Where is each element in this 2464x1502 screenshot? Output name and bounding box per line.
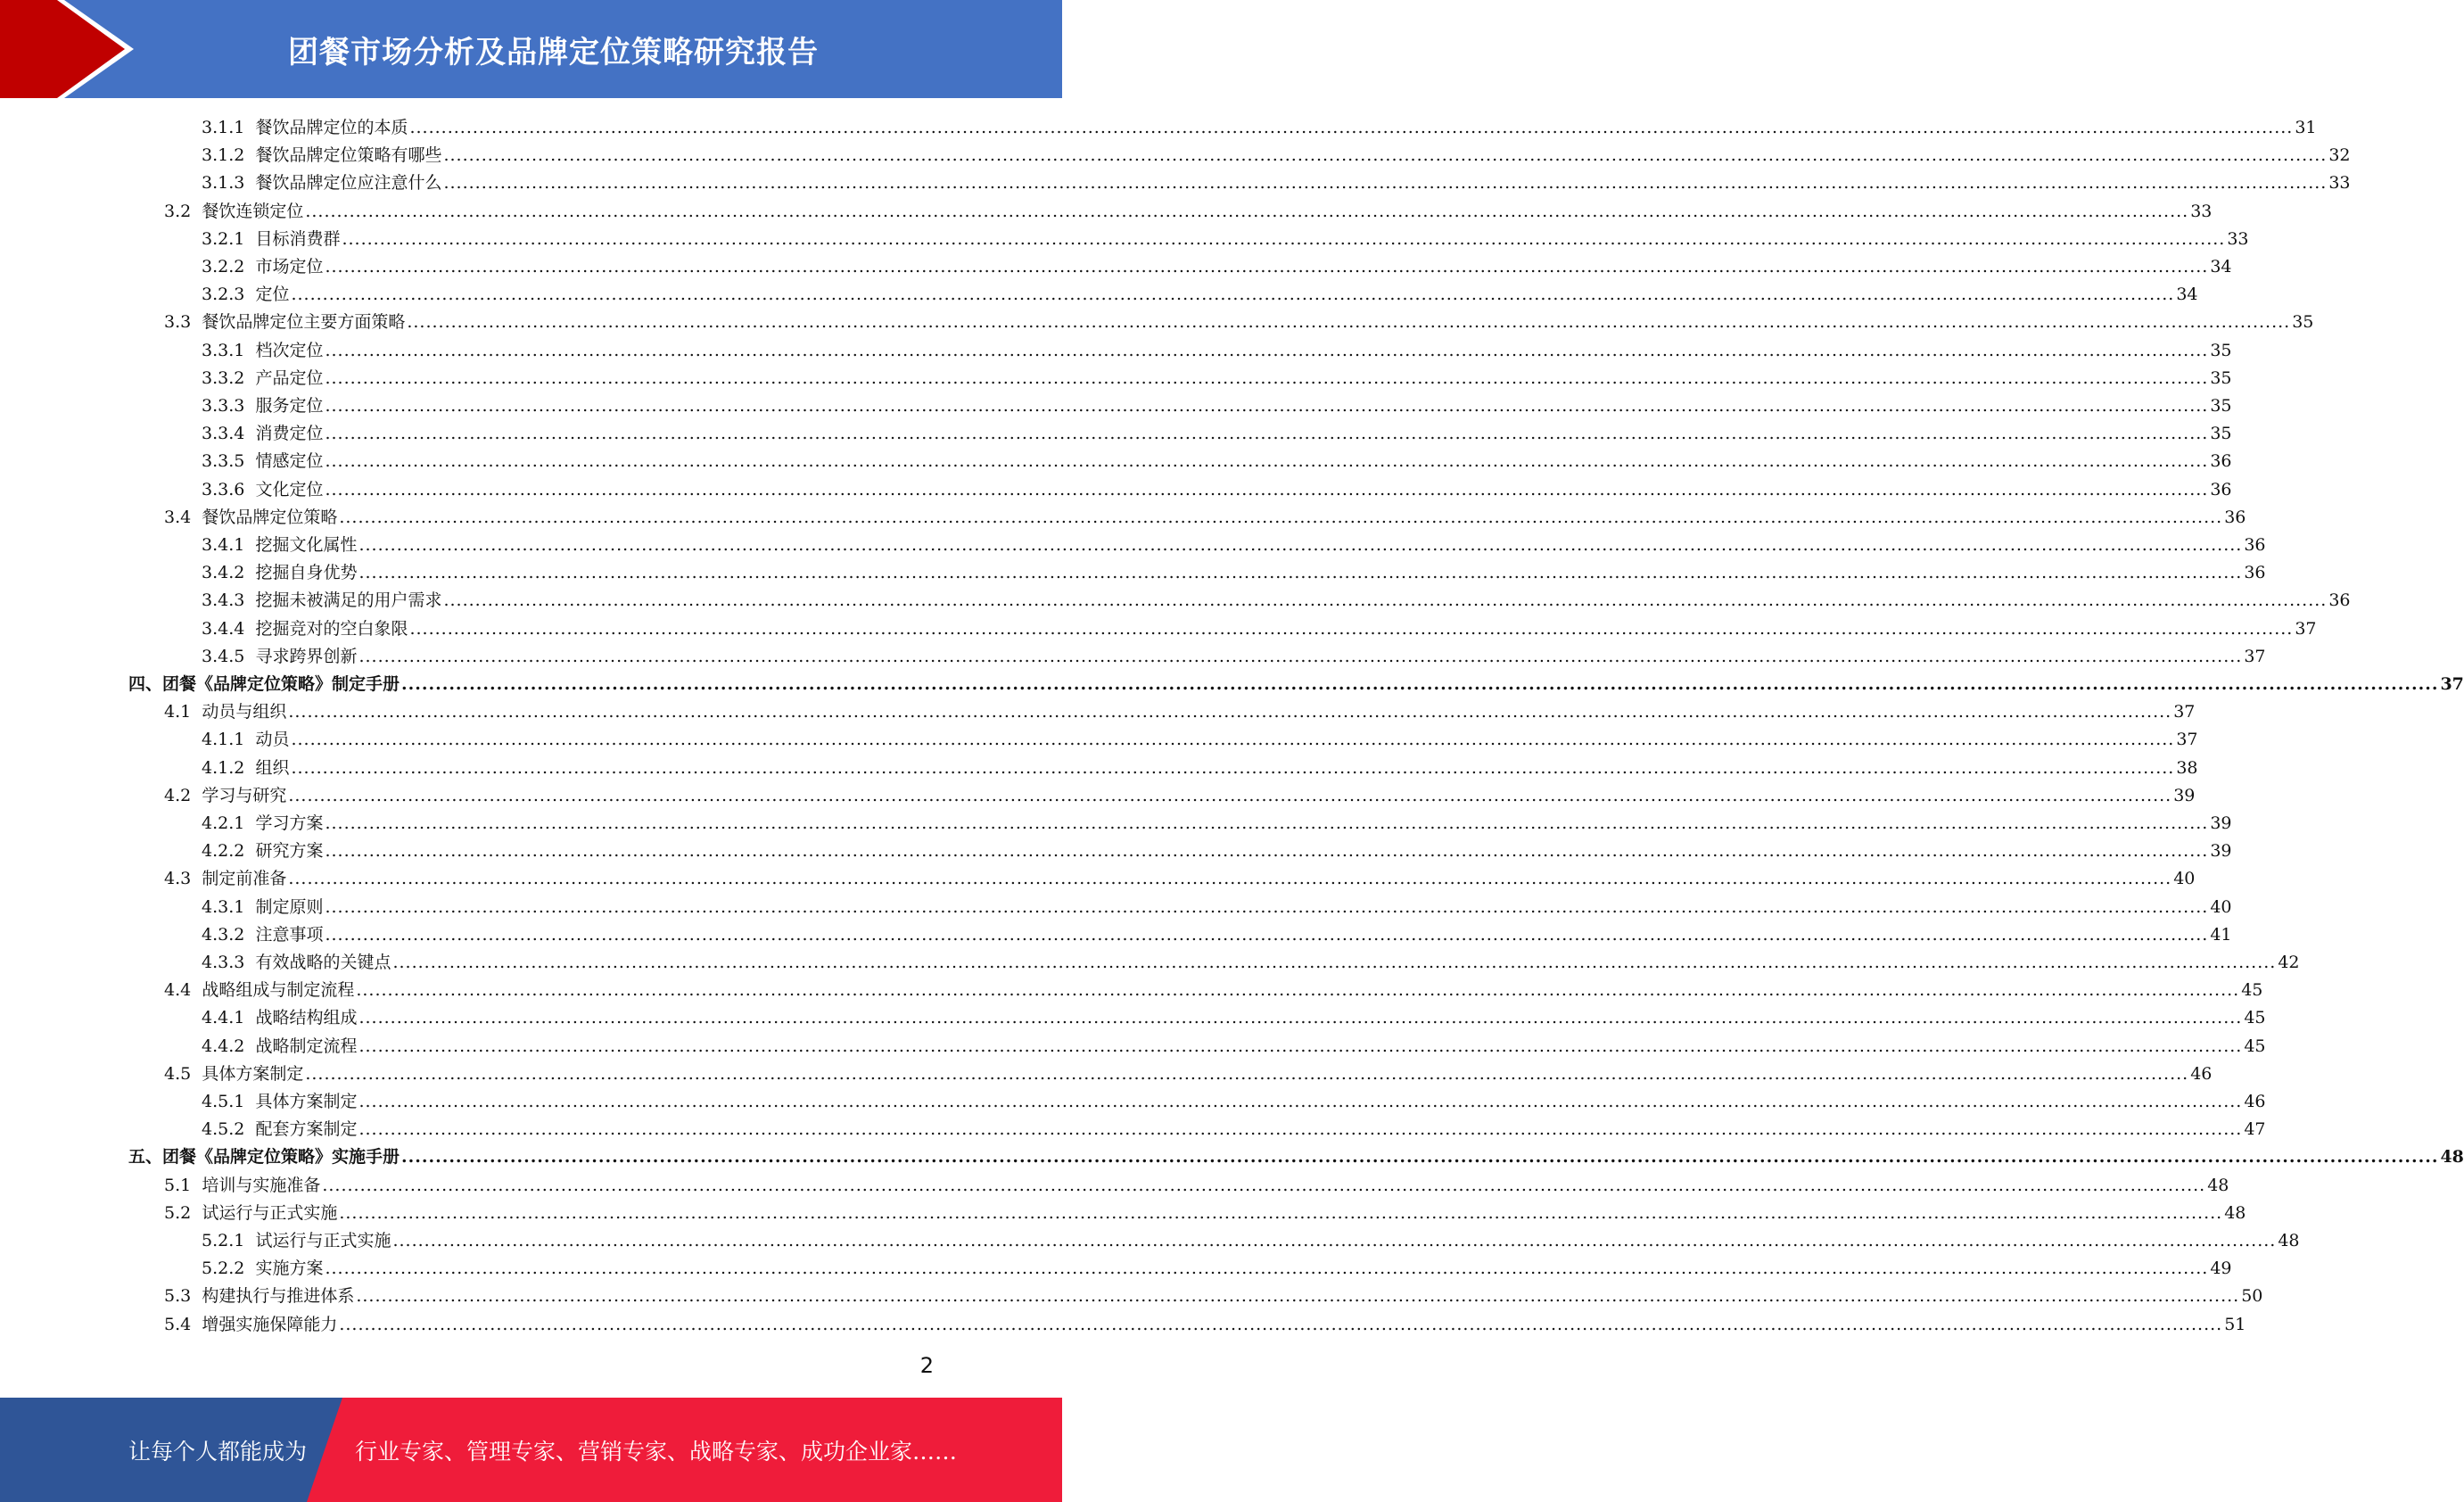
- toc-entry-number: 3.2.3: [202, 285, 245, 305]
- toc-entry-title: 培训与实施准备: [202, 1175, 321, 1195]
- toc-entry-page: 48: [2278, 1231, 2300, 1250]
- toc-leader-dots: ............................................................................................................................................................................................................................................................................................................: [288, 785, 2172, 805]
- toc-entry[interactable]: [202, 755, 2198, 781]
- toc-entry-page: 35: [2292, 312, 2314, 333]
- toc-entry-page: 39: [2210, 841, 2232, 862]
- toc-entry[interactable]: [202, 448, 2232, 475]
- toc-leader-dots: ............................................................................................................................................................................................................................................................................................................: [325, 367, 2209, 388]
- toc-entry-title: 战略制定流程: [255, 1036, 358, 1056]
- toc-entry-title: 产品定位: [255, 367, 324, 388]
- toc-leader-dots: ............................................................................................................................................................................................................................................................................................................: [325, 340, 2209, 360]
- toc-entry-page: 34: [2176, 285, 2198, 305]
- toc-leader-dots: ............................................................................................................................................................................................................................................................................................................: [358, 1008, 2243, 1028]
- toc-entry-number: 4.2.2: [202, 841, 245, 862]
- toc-entry-page: 34: [2210, 257, 2232, 276]
- toc-entry-page: 40: [2173, 869, 2196, 889]
- toc-leader-dots: ............................................................................................................................................................................................................................................................................................................: [339, 1202, 2223, 1223]
- toc-leader-dots: ............................................................................................................................................................................................................................................................................................................: [339, 507, 2223, 527]
- toc-entry[interactable]: [202, 281, 2198, 308]
- toc-leader-dots: ............................................................................................................................................................................................................................................................................................................: [339, 1314, 2223, 1334]
- toc-entry-title: 构建执行与推进体系: [202, 1286, 355, 1307]
- toc-entry[interactable]: [164, 504, 2246, 531]
- toc-entry-page: 45: [2244, 1008, 2266, 1028]
- toc-entry-page: 36: [2244, 535, 2266, 555]
- toc-entry-title: 餐饮品牌定位策略有哪些: [255, 145, 442, 166]
- toc-entry-number: 3.3.4: [202, 424, 245, 444]
- toc-entry-page: 35: [2210, 396, 2232, 416]
- toc-entry[interactable]: [202, 226, 2249, 252]
- toc-entry-number: 3.4.5: [202, 646, 245, 666]
- toc-entry-title: 餐饮品牌定位应注意什么: [255, 173, 442, 194]
- toc-entry[interactable]: [164, 1172, 2229, 1199]
- toc-leader-dots: ............................................................................................................................................................................................................................................................................................................: [392, 1231, 2277, 1250]
- toc-entry-page: 40: [2210, 896, 2232, 917]
- toc-leader-dots: ............................................................................................................................................................................................................................................................................................................: [325, 396, 2209, 416]
- toc-entry-title: 具体方案制定: [255, 1092, 358, 1111]
- toc-entry[interactable]: [202, 615, 2317, 642]
- toc-leader-dots: ............................................................................................................................................................................................................................................................................................................: [288, 869, 2172, 889]
- toc-entry-title: 试运行与正式实施: [255, 1231, 391, 1250]
- toc-leader-dots: ............................................................................................................................................................................................................................................................................................................: [288, 702, 2172, 722]
- toc-entry-number: 3.1.2: [202, 145, 245, 166]
- toc-entry-page: 36: [2224, 507, 2246, 527]
- toc-leader-dots: ............................................................................................................................................................................................................................................................................................................: [325, 451, 2209, 472]
- toc-entry-title: 挖掘竞对的空白象限: [255, 618, 408, 639]
- toc-entry-number: 4.4.1: [202, 1008, 245, 1028]
- page-header: [0, 0, 1062, 98]
- footer-slogan-right: 行业专家、管理专家、营销专家、战略专家、成功企业家……: [355, 1438, 958, 1465]
- toc-entry-number: 3.4.2: [202, 563, 245, 583]
- toc-entry-title: 战略结构组成: [255, 1008, 358, 1028]
- toc-entry-title: 消费定位: [255, 424, 324, 444]
- toc-entry-number: 3.4.4: [202, 618, 245, 639]
- header-arrow-icon: [0, 0, 143, 98]
- toc-entry-number: 5.2.1: [202, 1231, 245, 1250]
- toc-entry-page: 48: [2224, 1202, 2246, 1223]
- toc-entry-page: 36: [2210, 451, 2232, 472]
- toc-entry[interactable]: [202, 643, 2266, 670]
- toc-leader-dots: ............................................................................................................................................................................................................................................................................................................: [305, 1063, 2189, 1084]
- toc-entry-title: 制定原则: [255, 896, 324, 917]
- toc-entry-page: 45: [2244, 1036, 2266, 1056]
- toc-leader-dots: ............................................................................................................................................................................................................................................................................................................: [325, 896, 2209, 917]
- toc-entry-title: 餐饮品牌定位策略: [202, 507, 338, 527]
- toc-entry-number: 3.4.3: [202, 590, 245, 611]
- toc-leader-dots: ............................................................................................................................................................................................................................................................................................................: [358, 563, 2243, 583]
- toc-entry-page: 45: [2241, 980, 2263, 1001]
- toc-entry-title: 组织: [255, 757, 290, 778]
- toc-entry[interactable]: [202, 1088, 2266, 1115]
- toc-entry-number: 3.4: [164, 507, 192, 527]
- toc-entry-title: 服务定位: [255, 396, 324, 416]
- toc-entry[interactable]: [202, 726, 2198, 753]
- toc-leader-dots: ............................................................................................................................................................................................................................................................................................................: [358, 1092, 2243, 1111]
- toc-entry[interactable]: [202, 392, 2232, 419]
- toc-entry-page: 48: [2207, 1175, 2229, 1195]
- toc-entry-number: 3.3: [164, 312, 192, 333]
- toc-entry-page: 39: [2173, 785, 2196, 805]
- toc-entry-page: 42: [2278, 953, 2300, 972]
- toc-entry[interactable]: [164, 698, 2196, 725]
- toc-entry[interactable]: [202, 1255, 2232, 1282]
- toc-entry-page: 38: [2176, 757, 2198, 778]
- toc-entry-page: 33: [2190, 201, 2213, 221]
- toc-entry-number: 3.3.6: [202, 479, 245, 499]
- toc-leader-dots: ............................................................................................................................................................................................................................................................................................................: [358, 535, 2243, 555]
- toc-entry[interactable]: [164, 865, 2196, 892]
- toc-entry-title: 战略组成与制定流程: [202, 980, 355, 1001]
- toc-leader-dots: ............................................................................................................................................................................................................................................................................................................: [291, 285, 2175, 305]
- toc-entry-number: 4.3.1: [202, 896, 245, 917]
- toc-entry[interactable]: [202, 1033, 2266, 1060]
- toc-entry-page: 37: [2440, 674, 2464, 694]
- toc-entry[interactable]: [202, 559, 2266, 586]
- toc-entry[interactable]: [128, 1143, 2464, 1170]
- toc-entry-number: 3.2.1: [202, 228, 245, 249]
- toc-leader-dots: ............................................................................................................................................................................................................................................................................................................: [342, 228, 2226, 249]
- toc-leader-dots: ............................................................................................................................................................................................................................................................................................................: [325, 924, 2209, 945]
- toc-entry-number: 3.3.5: [202, 451, 245, 472]
- toc-entry-title: 学习方案: [255, 813, 324, 833]
- toc-entry-number: 4.3: [164, 869, 192, 889]
- toc-leader-dots: ............................................................................................................................................................................................................................................................................................................: [291, 757, 2175, 778]
- toc-entry[interactable]: [164, 977, 2263, 1003]
- toc-entry-page: 35: [2210, 424, 2232, 444]
- toc-entry-page: 37: [2176, 730, 2198, 750]
- toc-leader-dots: ............................................................................................................................................................................................................................................................................................................: [443, 590, 2328, 611]
- toc-leader-dots: ............................................................................................................................................................................................................................................................................................................: [409, 618, 2294, 639]
- toc-entry-title: 四、团餐《品牌定位策略》制定手册: [128, 674, 400, 694]
- toc-entry-number: 4.3.3: [202, 953, 245, 972]
- toc-entry-page: 51: [2224, 1314, 2246, 1334]
- toc-entry-title: 制定前准备: [202, 869, 287, 889]
- toc-entry-page: 36: [2244, 563, 2266, 583]
- toc-leader-dots: ............................................................................................................................................................................................................................................................................................................: [409, 118, 2294, 137]
- toc-leader-dots: ............................................................................................................................................................................................................................................................................................................: [358, 1119, 2243, 1140]
- toc-entry[interactable]: [202, 894, 2232, 920]
- toc-leader-dots: ............................................................................................................................................................................................................................................................................................................: [325, 424, 2209, 444]
- toc-entry-title: 目标消费群: [255, 228, 341, 249]
- toc-entry-number: 3.1.1: [202, 118, 245, 137]
- toc-entry[interactable]: [202, 420, 2232, 447]
- toc-entry-page: 37: [2295, 618, 2317, 639]
- toc-entry-title: 文化定位: [255, 479, 324, 499]
- toc-entry-title: 增强实施保障能力: [202, 1314, 338, 1334]
- toc-entry-title: 具体方案制定: [202, 1063, 304, 1084]
- toc-entry[interactable]: [202, 810, 2232, 837]
- toc-entry-page: 36: [2328, 590, 2351, 611]
- toc-entry-number: 4.1: [164, 702, 192, 722]
- toc-entry-number: 5.3: [164, 1286, 192, 1307]
- toc-entry-title: 挖掘自身优势: [255, 563, 358, 583]
- toc-entry-page: 36: [2210, 479, 2232, 499]
- toc-entry-number: 5.4: [164, 1314, 192, 1334]
- toc-entry[interactable]: [202, 838, 2232, 864]
- toc-entry-page: 35: [2210, 340, 2232, 360]
- toc-entry-page: 33: [2328, 173, 2351, 194]
- toc-leader-dots: ............................................................................................................................................................................................................................................................................................................: [401, 1147, 2439, 1168]
- toc-leader-dots: ............................................................................................................................................................................................................................................................................................................: [443, 173, 2328, 194]
- toc-entry-number: 3.3.1: [202, 340, 245, 360]
- page-number: 2: [919, 1353, 934, 1378]
- report-title: 团餐市场分析及品牌定位策略研究报告: [288, 34, 819, 70]
- toc-entry-number: 3.3.2: [202, 367, 245, 388]
- page-footer: [0, 1398, 1062, 1502]
- toc-leader-dots: ............................................................................................................................................................................................................................................................................................................: [291, 730, 2175, 750]
- toc-entry-page: 37: [2244, 646, 2266, 666]
- toc-leader-dots: ............................................................................................................................................................................................................................................................................................................: [322, 1175, 2206, 1195]
- toc-entry-page: 50: [2241, 1286, 2263, 1307]
- toc-entry-title: 挖掘未被满足的用户需求: [255, 590, 442, 611]
- toc-entry[interactable]: [202, 532, 2266, 558]
- toc-entry[interactable]: [202, 476, 2232, 503]
- toc-entry[interactable]: [164, 1283, 2263, 1309]
- toc-entry-title: 有效战略的关键点: [255, 953, 391, 972]
- toc-entry-number: 4.5.1: [202, 1092, 245, 1111]
- toc-entry-page: 35: [2210, 367, 2232, 388]
- toc-leader-dots: ............................................................................................................................................................................................................................................................................................................: [356, 1286, 2240, 1307]
- toc-entry[interactable]: [164, 198, 2213, 225]
- toc-leader-dots: ............................................................................................................................................................................................................................................................................................................: [325, 257, 2209, 276]
- toc-leader-dots: ............................................................................................................................................................................................................................................................................................................: [443, 145, 2328, 166]
- toc-entry-number: 4.2: [164, 785, 192, 805]
- toc-entry-title: 实施方案: [255, 1259, 324, 1279]
- toc-entry[interactable]: [164, 782, 2196, 809]
- toc-entry-page: 47: [2244, 1119, 2266, 1140]
- toc-entry-number: 3.4.1: [202, 535, 245, 555]
- toc-entry-number: 4.4: [164, 980, 192, 1001]
- toc-entry[interactable]: [202, 1116, 2266, 1143]
- toc-leader-dots: ............................................................................................................................................................................................................................................................................................................: [325, 479, 2209, 499]
- toc-entry-number: 5.2: [164, 1202, 192, 1223]
- toc-leader-dots: ............................................................................................................................................................................................................................................................................................................: [401, 674, 2439, 694]
- toc-entry-page: 33: [2227, 228, 2249, 249]
- toc-entry-page: 32: [2328, 145, 2351, 166]
- toc-entry-number: 3.2: [164, 201, 192, 221]
- toc-entry-title: 寻求跨界创新: [255, 646, 358, 666]
- toc-entry[interactable]: [202, 1227, 2300, 1254]
- toc-entry[interactable]: [202, 253, 2232, 280]
- toc-entry-title: 定位: [255, 285, 290, 305]
- toc-leader-dots: ............................................................................................................................................................................................................................................................................................................: [407, 312, 2291, 333]
- toc-entry[interactable]: [164, 1311, 2246, 1338]
- toc-entry-page: 48: [2440, 1147, 2464, 1168]
- toc-entry-number: 4.5: [164, 1063, 192, 1084]
- toc-entry-title: 配套方案制定: [255, 1119, 358, 1140]
- toc-entry[interactable]: [164, 1200, 2246, 1226]
- toc-entry-number: 3.3.3: [202, 396, 245, 416]
- toc-entry-title: 动员: [255, 730, 290, 750]
- toc-entry-number: 4.5.2: [202, 1119, 245, 1140]
- toc-entry-title: 餐饮品牌定位主要方面策略: [202, 312, 406, 333]
- toc-entry[interactable]: [202, 587, 2351, 614]
- toc-entry[interactable]: [128, 671, 2464, 697]
- toc-leader-dots: ............................................................................................................................................................................................................................................................................................................: [356, 980, 2240, 1001]
- toc-entry-page: 49: [2210, 1259, 2232, 1279]
- toc-entry-page: 37: [2173, 702, 2196, 722]
- toc-entry-number: 4.4.2: [202, 1036, 245, 1056]
- toc-entry-title: 试运行与正式实施: [202, 1202, 338, 1223]
- toc-entry-title: 动员与组织: [202, 702, 287, 722]
- toc-entry-number: 5.1: [164, 1175, 192, 1195]
- toc-entry-page: 41: [2210, 924, 2232, 945]
- toc-entry[interactable]: [202, 921, 2232, 948]
- toc-entry[interactable]: [202, 1004, 2266, 1031]
- toc-entry-number: 4.3.2: [202, 924, 245, 945]
- toc-entry-number: 4.1.1: [202, 730, 245, 750]
- toc-entry-title: 五、团餐《品牌定位策略》实施手册: [128, 1147, 400, 1168]
- toc-entry-title: 餐饮品牌定位的本质: [255, 118, 408, 137]
- toc-entry[interactable]: [202, 365, 2232, 392]
- toc-entry-page: 39: [2210, 813, 2232, 833]
- toc-entry-number: 5.2.2: [202, 1259, 245, 1279]
- toc-entry-title: 市场定位: [255, 257, 324, 276]
- toc-leader-dots: ............................................................................................................................................................................................................................................................................................................: [358, 1036, 2243, 1056]
- toc-leader-dots: ............................................................................................................................................................................................................................................................................................................: [325, 813, 2209, 833]
- toc-entry[interactable]: [202, 949, 2300, 976]
- toc-entry[interactable]: [202, 142, 2351, 169]
- toc-entry-title: 挖掘文化属性: [255, 535, 358, 555]
- toc-entry-page: 46: [2190, 1063, 2213, 1084]
- toc-entry-title: 学习与研究: [202, 785, 287, 805]
- toc-entry-page: 46: [2244, 1092, 2266, 1111]
- toc-entry-title: 研究方案: [255, 841, 324, 862]
- toc-entry[interactable]: [202, 169, 2351, 196]
- toc-entry-number: 4.2.1: [202, 813, 245, 833]
- toc-leader-dots: ............................................................................................................................................................................................................................................................................................................: [392, 953, 2277, 972]
- toc-entry[interactable]: [164, 1060, 2213, 1087]
- footer-slogan-left: 让每个人都能成为: [128, 1438, 308, 1465]
- toc-entry-number: 3.1.3: [202, 173, 245, 194]
- toc-entry-page: 31: [2295, 118, 2317, 137]
- toc-entry-number: 3.2.2: [202, 257, 245, 276]
- toc-entry-title: 情感定位: [255, 451, 324, 472]
- toc-entry[interactable]: [202, 114, 2317, 141]
- toc-leader-dots: ............................................................................................................................................................................................................................................................................................................: [325, 841, 2209, 862]
- toc-entry[interactable]: [202, 337, 2232, 364]
- toc-leader-dots: ............................................................................................................................................................................................................................................................................................................: [305, 201, 2189, 221]
- toc-entry[interactable]: [164, 309, 2314, 335]
- toc-leader-dots: ............................................................................................................................................................................................................................................................................................................: [358, 646, 2243, 666]
- toc-entry-title: 档次定位: [255, 340, 324, 360]
- toc-entry-title: 注意事项: [255, 924, 324, 945]
- toc-leader-dots: ............................................................................................................................................................................................................................................................................................................: [325, 1259, 2209, 1279]
- toc-entry-number: 4.1.2: [202, 757, 245, 778]
- toc-entry-title: 餐饮连锁定位: [202, 201, 304, 221]
